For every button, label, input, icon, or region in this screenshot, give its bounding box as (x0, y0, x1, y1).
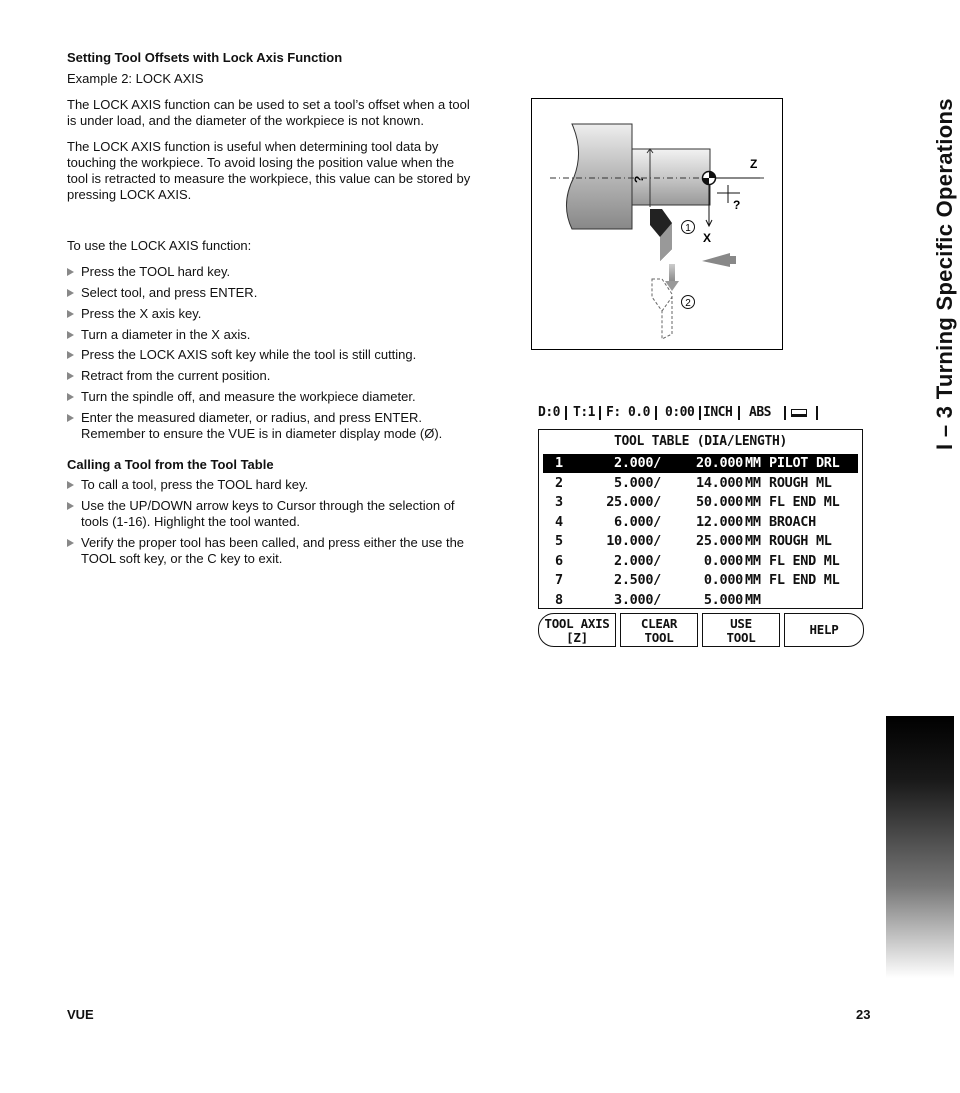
bullet-arrow-icon (67, 502, 74, 510)
step-item (67, 347, 521, 363)
use-tool-softkey[interactable] (702, 613, 780, 647)
unknown-diameter-label: ? (632, 175, 646, 183)
tool-diameter: 2.000/ (614, 455, 661, 471)
tool-number: 4 (555, 514, 563, 530)
text-line: The LOCK AXIS function can be used to set a tool’s offset when a tool (67, 97, 470, 112)
step-text: TOOL soft key, or the C key to exit. (81, 551, 283, 566)
bullet-arrow-icon (67, 268, 74, 276)
status-tool: T:1 (573, 405, 595, 420)
softkey-label: USE (730, 616, 752, 631)
step-item (67, 306, 521, 322)
tool-diameter: 2.000/ (614, 553, 661, 569)
tool-type: FL END ML (769, 553, 840, 569)
paragraph-1 (67, 97, 517, 129)
step-item (67, 477, 521, 493)
tool-type: FL END ML (769, 572, 840, 588)
tool-unit: MM (745, 572, 761, 588)
tool-type: PILOT DRL (769, 455, 840, 471)
tool-unit: MM (745, 514, 761, 530)
tool-type: BROACH (769, 514, 816, 530)
callout-1-label: 1 (685, 223, 691, 234)
tool-type: ROUGH ML (769, 475, 832, 491)
step-text: tools (1-16). Highlight the tool wanted. (81, 514, 300, 529)
tool-diameter: 10.000/ (606, 533, 661, 549)
tool-unit: MM (745, 475, 761, 491)
step-item (67, 368, 521, 384)
retract-arrow-icon (669, 264, 675, 282)
tool-table-row[interactable] (543, 591, 858, 610)
step-text: Enter the measured diameter, or radius, and press ENTER. (81, 410, 423, 425)
battery-icon (791, 409, 807, 417)
tool-number: 8 (555, 592, 563, 608)
workpiece-body (566, 124, 632, 229)
step-item (67, 327, 521, 343)
tool-unit: MM (745, 592, 761, 608)
softkey-label: HELP (809, 622, 839, 637)
bullet-arrow-icon (67, 372, 74, 380)
tool-table-row[interactable] (543, 571, 858, 590)
chapter-title-vertical (930, 50, 960, 450)
softkey-bar (538, 613, 865, 649)
softkey-label: [Z] (566, 630, 588, 645)
tool-length: 20.000 (696, 455, 743, 471)
chapter-tab (886, 716, 954, 978)
tool-table-row[interactable] (543, 513, 858, 532)
step-item (67, 285, 521, 301)
tool-number: 3 (555, 494, 563, 510)
tool-length: 0.000 (703, 572, 743, 588)
lathe-illustration (532, 99, 782, 349)
tool-unit: MM (745, 533, 761, 549)
softkey-label: TOOL (644, 630, 674, 645)
tool-table-row[interactable] (543, 532, 858, 551)
footer-product: VUE (67, 1007, 94, 1022)
step-text: Turn the spindle off, and measure the workpiece diameter. (81, 389, 416, 404)
feed-arrow-icon (702, 253, 730, 267)
tool-unit: MM (745, 553, 761, 569)
step-text: To call a tool, press the TOOL hard key. (81, 477, 309, 492)
step-text: Verify the proper tool has been called, and press either the use the (81, 535, 465, 550)
tool-diameter: 5.000/ (614, 475, 661, 491)
tool-table-row[interactable] (543, 474, 858, 493)
tool-unit: MM (745, 494, 761, 510)
bullet-arrow-icon (67, 310, 74, 318)
status-datum: D:0 (538, 405, 560, 420)
status-separator (738, 406, 740, 420)
text-line: tool is retracted to measure the workpiece, this value can be stored by (67, 171, 471, 186)
tool-length: 50.000 (696, 494, 743, 510)
step-text: Press the TOOL hard key. (81, 264, 231, 279)
unknown-offset-label: ? (733, 198, 741, 212)
tool-diameter: 25.000/ (606, 494, 661, 510)
bullet-arrow-icon (67, 289, 74, 297)
status-separator (655, 406, 657, 420)
step-text: Press the X axis key. (81, 306, 202, 321)
tool-table-row[interactable] (543, 552, 858, 571)
softkey-label: TOOL AXIS (544, 616, 610, 631)
section-heading-tool-table: Calling a Tool from the Tool Table (67, 457, 274, 472)
page-number: 23 (856, 1007, 871, 1022)
text-line: is under load, and the diameter of the workpiece is not known. (67, 113, 424, 128)
tool-number: 2 (555, 475, 563, 491)
callout-2-label: 2 (685, 298, 691, 309)
step-text: Remember to ensure the VUE is in diameter display mode (Ø). (81, 426, 443, 441)
status-separator (699, 406, 701, 420)
status-feed: F: 0.0 (606, 405, 650, 420)
status-bar (538, 405, 868, 425)
step-item (67, 498, 521, 530)
bullet-arrow-icon (67, 351, 74, 359)
step-text: Turn a diameter in the X axis. (81, 327, 251, 342)
step-text: Press the LOCK AXIS soft key while the tool is still cutting. (81, 347, 417, 362)
paragraph-2 (67, 139, 517, 203)
clear-tool-softkey[interactable] (620, 613, 698, 647)
step-item (67, 535, 521, 567)
text-line: The LOCK AXIS function is useful when determining tool data by (67, 139, 439, 154)
tool-type: ROUGH ML (769, 533, 832, 549)
softkey-label: TOOL (726, 630, 756, 645)
tool-length: 14.000 (696, 475, 743, 491)
step-text: Retract from the current position. (81, 368, 271, 383)
text-line: touching the workpiece. To avoid losing the position value when the (67, 155, 455, 170)
chapter-title-text: I – 3 Turning Specific Operations (932, 98, 957, 450)
step-item (67, 389, 521, 405)
status-separator (599, 406, 601, 420)
step-text: Select tool, and press ENTER. (81, 285, 258, 300)
section-heading-lock-axis: Setting Tool Offsets with Lock Axis Function (67, 50, 343, 65)
tool-unit: MM (745, 455, 761, 471)
text-line: pressing LOCK AXIS. (67, 187, 192, 202)
tool-length: 12.000 (696, 514, 743, 530)
tool-table-row[interactable] (543, 454, 858, 473)
status-separator (784, 406, 786, 420)
example-label: Example 2: LOCK AXIS (67, 71, 204, 86)
tool-table-row[interactable] (543, 493, 858, 512)
retracted-tool-outline (652, 279, 672, 339)
tool-table (538, 429, 863, 609)
softkey-label: CLEAR (640, 616, 678, 631)
steps-intro: To use the LOCK AXIS function: (67, 238, 252, 253)
axis-label-z: Z (750, 157, 758, 171)
tool-number: 6 (555, 553, 563, 569)
tool-length: 0.000 (703, 553, 743, 569)
tool-length: 5.000 (703, 592, 743, 608)
tool-number: 1 (555, 455, 563, 471)
axis-label-x: X (703, 231, 712, 245)
tool-number: 5 (555, 533, 563, 549)
status-units: INCH (703, 405, 733, 420)
status-timer: 0:00 (665, 405, 695, 420)
lock-axis-diagram (531, 98, 783, 350)
help-softkey[interactable] (784, 613, 864, 647)
tool-table-title: TOOL TABLE (DIA/LENGTH) (613, 434, 788, 449)
step-text: Use the UP/DOWN arrow keys to Cursor through the selection of (81, 498, 455, 513)
tool-diameter: 2.500/ (614, 572, 661, 588)
tool-axis-softkey[interactable] (538, 613, 616, 647)
status-separator (816, 406, 818, 420)
tool-length: 25.000 (696, 533, 743, 549)
step-item (67, 264, 521, 280)
tool-number: 7 (555, 572, 563, 588)
status-separator (565, 406, 567, 420)
tool-diameter: 3.000/ (614, 592, 661, 608)
step-item (67, 410, 521, 442)
bullet-arrow-icon (67, 331, 74, 339)
status-mode: ABS (749, 405, 771, 420)
tool-type: FL END ML (769, 494, 840, 510)
tool-diameter: 6.000/ (614, 514, 661, 530)
bullet-arrow-icon (67, 481, 74, 489)
bullet-arrow-icon (67, 393, 74, 401)
bullet-arrow-icon (67, 539, 74, 547)
bullet-arrow-icon (67, 414, 74, 422)
